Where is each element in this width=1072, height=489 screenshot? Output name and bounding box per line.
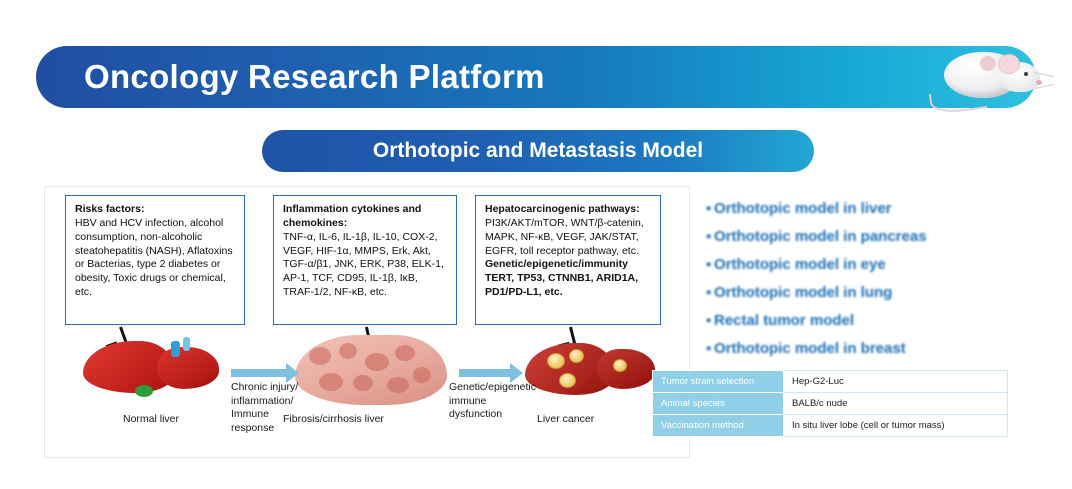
bile-duct-icon bbox=[171, 341, 180, 357]
bullet-icon: ▪ bbox=[706, 200, 712, 217]
mouse-eye-icon bbox=[1024, 72, 1028, 76]
model-label: Orthotopic model in lung bbox=[714, 284, 893, 301]
flow-caption-2: Genetic/epigenetic immune dysfunction bbox=[449, 381, 536, 421]
spec-key: Tumor strain selection bbox=[653, 371, 784, 393]
model-label: Rectal tumor model bbox=[714, 312, 855, 329]
info-box-inflammation-cytokines bbox=[273, 195, 457, 325]
info-box-inflammation-body: TNF-α, IL-6, IL-1β, IL-10, COX-2, VEGF, HIF-1α, MMPS, Erk, Akt, TGF-α/β1, JNK, ERK, P38, ELK-1, AP-1, TCF, CD95, IL-1β, IκB, TRAF-1/2, NF-κB, etc. bbox=[283, 230, 444, 299]
cancer-liver-lobe-right bbox=[597, 349, 655, 389]
gallbladder-icon bbox=[135, 385, 153, 397]
model-list bbox=[706, 200, 1006, 368]
spec-value: Hep-G2-Luc bbox=[784, 371, 1008, 393]
flow-arrow-2 bbox=[459, 369, 511, 377]
mouse-ear-far-icon bbox=[980, 56, 996, 71]
spec-key: Vaccination method bbox=[653, 415, 784, 437]
table-row bbox=[653, 371, 1008, 393]
vessel-icon bbox=[183, 337, 190, 351]
model-list-item-breast[interactable] bbox=[706, 340, 1006, 357]
info-box-risk-factors-body: HBV and HCV infection, alcohol consumption, non-alcoholic steatohepatitis (NASH), Aflatoxins or Bacterias, type 2 diabetes or obesity, Toxic drugs or chemical, etc. bbox=[75, 216, 233, 299]
organ-label-fibrosis-liver: Fibrosis/cirrhosis liver bbox=[283, 413, 384, 425]
model-label: Orthotopic model in eye bbox=[714, 256, 886, 273]
fibrosis-liver-illustration bbox=[295, 335, 447, 405]
tumor-nodule bbox=[569, 349, 584, 363]
liver-cancer-illustration bbox=[525, 333, 661, 407]
liver-lobe-right bbox=[157, 347, 219, 389]
organ-label-normal-liver: Normal liver bbox=[123, 413, 180, 425]
model-spec-table bbox=[652, 370, 1008, 437]
pathogenesis-figure-panel bbox=[44, 186, 690, 458]
normal-liver-illustration bbox=[83, 333, 225, 405]
bullet-icon: ▪ bbox=[706, 256, 712, 273]
tumor-nodule bbox=[559, 373, 576, 388]
subtitle-label: Orthotopic and Metastasis Model bbox=[372, 139, 704, 162]
flow-arrow-1 bbox=[231, 369, 287, 377]
info-box-risk-factors-header: Risks factors: bbox=[75, 203, 145, 215]
table-row bbox=[653, 393, 1008, 415]
model-list-item-lung[interactable] bbox=[706, 284, 1006, 301]
bullet-icon: ▪ bbox=[706, 312, 712, 329]
info-box-pathways-header-2: Genetic/epigenetic/immunity bbox=[485, 258, 628, 271]
model-list-item-rectal[interactable] bbox=[706, 312, 1006, 329]
info-box-pathways-header: Hepatocarcinogenic pathways: bbox=[485, 203, 640, 215]
mouse-ear-icon bbox=[998, 54, 1020, 74]
page-title: Oncology Research Platform bbox=[84, 58, 545, 95]
spec-value: BALB/c nude bbox=[784, 393, 1008, 415]
tumor-nodule bbox=[547, 353, 565, 369]
model-list-item-eye[interactable] bbox=[706, 256, 1006, 273]
bullet-icon: ▪ bbox=[706, 228, 712, 245]
model-list-item-pancreas[interactable] bbox=[706, 228, 1006, 245]
spec-value: In situ liver lobe (cell or tumor mass) bbox=[784, 415, 1008, 437]
info-box-risk-factors bbox=[65, 195, 245, 325]
table-row bbox=[653, 415, 1008, 437]
info-box-hepatocarcinogenic-pathways bbox=[475, 195, 661, 325]
info-box-inflammation-header: Inflammation cytokines and chemokines: bbox=[283, 203, 422, 229]
tumor-nodule bbox=[613, 359, 627, 372]
spec-key: Animal species bbox=[653, 393, 784, 415]
flow-caption-1: Chronic injury/ inflammation/ Immune response bbox=[231, 381, 299, 434]
model-label: Orthotopic model in breast bbox=[714, 340, 906, 357]
mouse-nose-icon bbox=[1036, 80, 1042, 85]
model-label: Orthotopic model in pancreas bbox=[714, 228, 927, 245]
lab-mouse-illustration bbox=[928, 44, 1058, 114]
model-list-item-liver[interactable] bbox=[706, 200, 1006, 217]
organ-label-liver-cancer: Liver cancer bbox=[537, 413, 595, 425]
bullet-icon: ▪ bbox=[706, 284, 712, 301]
model-label: Orthotopic model in liver bbox=[714, 200, 892, 217]
info-box-pathways-body: PI3K/AKT/mTOR, WNT/β-catenin, MAPK, NF-κB, VEGF, JAK/STAT, EGFR, toll receptor pathway, etc. bbox=[485, 216, 644, 257]
info-box-pathways-body-2: TERT, TP53, CTNNB1, ARID1A, PD1/PD-L1, etc. bbox=[485, 272, 639, 299]
bullet-icon: ▪ bbox=[706, 340, 712, 357]
